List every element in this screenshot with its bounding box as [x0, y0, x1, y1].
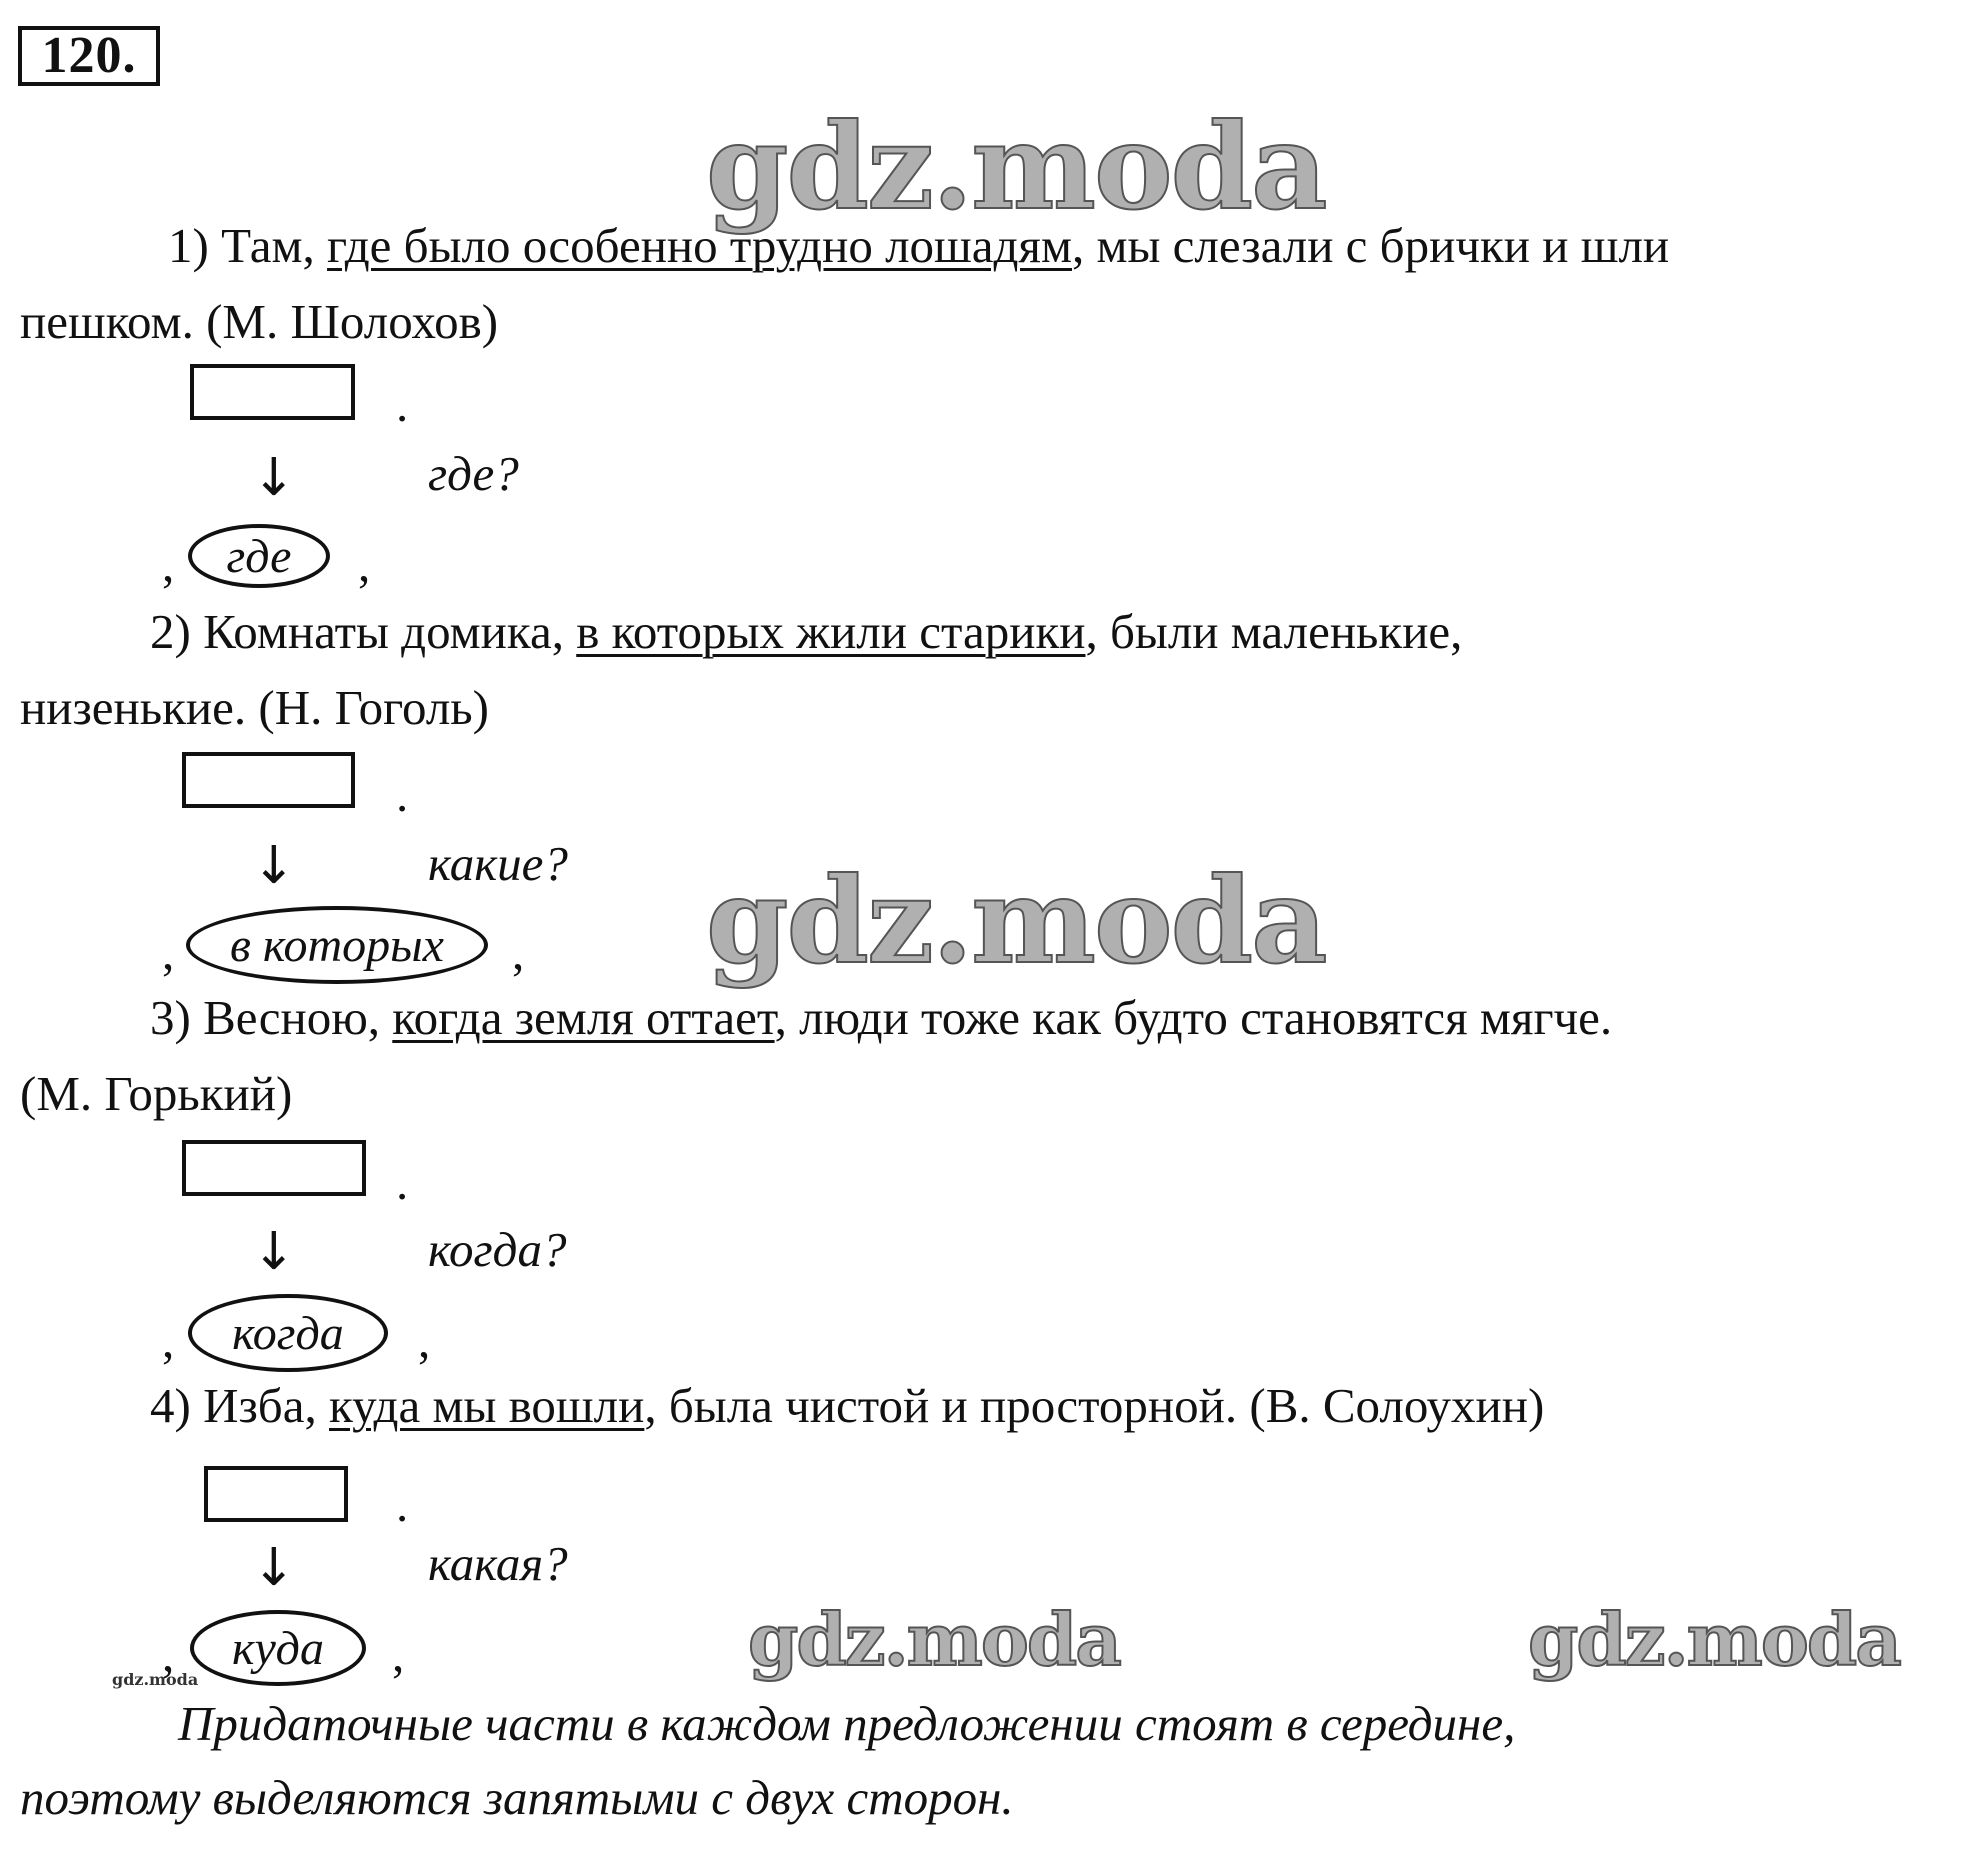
sentence-3-line-1: [150, 990, 1612, 1046]
conclusion-line-2: поэтому выделяются запятыми с двух сторон.: [20, 1770, 1014, 1825]
conclusion-line-1: Придаточные части в каждом предложении стоят в середине,: [178, 1696, 1516, 1751]
sentence-1-prefix: 1) Там,: [168, 218, 328, 273]
sentence-3-rest: , люди тоже как будто становятся мягче.: [774, 990, 1613, 1045]
sentence-1-line-2: пешком. (М. Шолохов): [20, 294, 499, 349]
watermark-top: gdz.moda: [706, 97, 1326, 236]
scheme-4-question: какая?: [428, 1536, 568, 1591]
sentence-3-line-2: (М. Горький): [20, 1066, 293, 1121]
scheme-2-question: какие?: [428, 836, 568, 891]
scheme-1-dot: .: [396, 377, 409, 432]
scheme-3-comma-right: ,: [418, 1313, 431, 1368]
scheme-2-conjunction-oval: в которых: [186, 906, 488, 984]
scheme-3-dot: .: [396, 1155, 409, 1210]
scheme-3-question: когда?: [428, 1222, 567, 1277]
scheme-2-comma-left: ,: [162, 925, 175, 980]
scheme-2-main-clause-box: [182, 752, 355, 808]
scheme-4-arrow-icon: ↓: [252, 1538, 296, 1598]
sentence-4-line-1: [150, 1378, 1544, 1434]
watermark-bottom-right: gdz.moda: [1528, 1597, 1900, 1682]
scheme-1-main-clause-box: [190, 364, 355, 420]
scheme-3-conjunction-oval: когда: [188, 1294, 388, 1372]
scheme-4-dot: .: [396, 1477, 409, 1532]
sentence-3-prefix: 3) Весною,: [150, 990, 393, 1045]
scheme-2-dot: .: [396, 767, 409, 822]
watermark-middle: gdz.moda: [706, 851, 1326, 990]
sentence-1-clause: где было особенно трудно лошадям: [327, 218, 1072, 273]
scheme-1-comma-left: ,: [162, 537, 175, 592]
sentence-2-clause: в которых жили старики: [576, 604, 1086, 659]
task-number: 120.: [18, 26, 160, 86]
sentence-4-clause: куда мы вошли: [329, 1378, 645, 1433]
scheme-3-main-clause-box: [182, 1140, 366, 1196]
sentence-2-line-2: низенькие. (Н. Гоголь): [20, 680, 489, 735]
sentence-2-rest: , были маленькие,: [1085, 604, 1463, 659]
sentence-2-prefix: 2) Комнаты домика,: [150, 604, 577, 659]
scheme-4-main-clause-box: [204, 1466, 348, 1522]
scheme-3-arrow-icon: ↓: [252, 1222, 296, 1282]
scheme-1-question: где?: [428, 446, 519, 501]
scheme-1-conjunction-oval: где: [188, 524, 330, 588]
sentence-1-line-1: [168, 218, 1669, 274]
scheme-4-comma-left: ,: [162, 1627, 175, 1682]
sentence-4-prefix: 4) Изба,: [150, 1378, 329, 1433]
scheme-4-conjunction-oval: куда: [190, 1610, 366, 1686]
sentence-1-rest: , мы слезали с брички и шли: [1071, 218, 1670, 273]
scheme-1-comma-right: ,: [358, 537, 371, 592]
scheme-2-arrow-icon: ↓: [252, 836, 296, 896]
scheme-1-arrow-icon: ↓: [252, 448, 296, 508]
scheme-2-comma-right: ,: [512, 925, 525, 980]
sentence-4-rest: , была чистой и просторной. (В. Солоухин): [644, 1378, 1545, 1433]
sentence-3-clause: когда земля оттает: [392, 990, 775, 1045]
scheme-3-comma-left: ,: [162, 1313, 175, 1368]
sentence-2-line-1: [150, 604, 1462, 660]
scheme-4-comma-right: ,: [392, 1627, 405, 1682]
watermark-tiny: gdz.moda: [112, 1670, 199, 1689]
watermark-bottom-left: gdz.moda: [748, 1597, 1120, 1682]
